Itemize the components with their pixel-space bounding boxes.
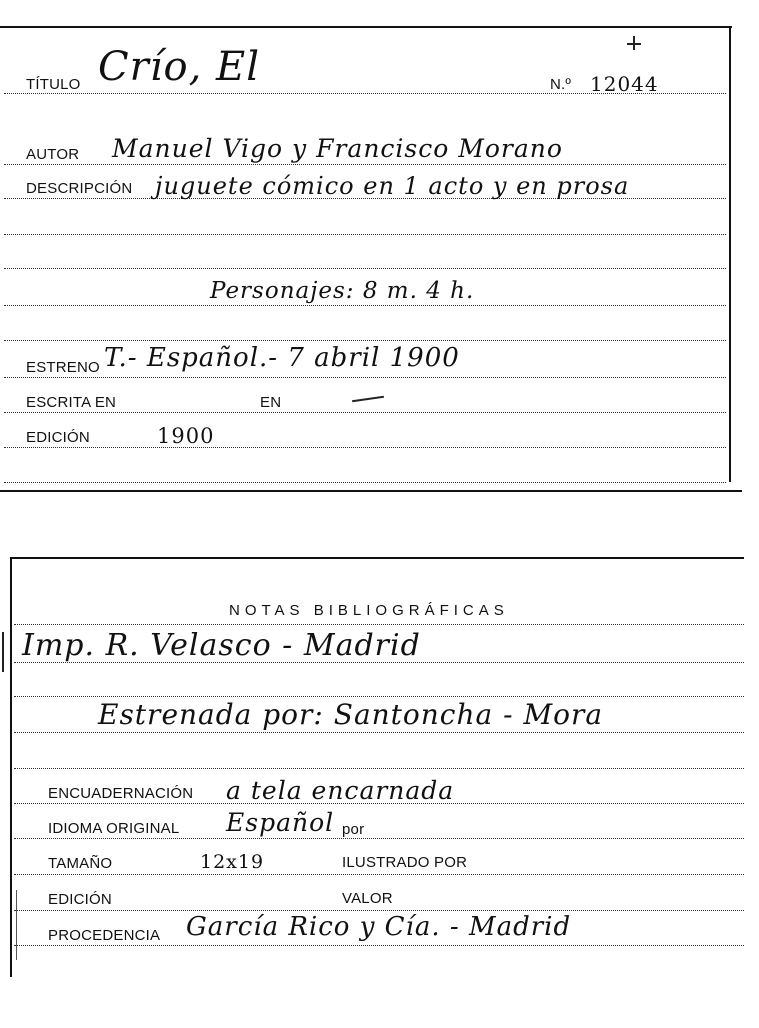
idioma-label: IDIOMA ORIGINAL — [48, 820, 180, 837]
catalog-card-bottom — [0, 540, 759, 1028]
note-line-1: Imp. R. Velasco - Madrid — [22, 628, 421, 663]
left-border — [10, 557, 12, 977]
ruled-line — [4, 340, 726, 341]
estreno-label: ESTRENO — [26, 359, 100, 376]
catalog-card-top — [0, 0, 759, 500]
idioma-value: Español — [226, 808, 335, 837]
ruled-line — [4, 482, 726, 483]
ruled-line — [4, 377, 726, 378]
cross-mark — [633, 36, 635, 50]
tamano-label: TAMAÑO — [48, 855, 113, 872]
tamano-value: 12x19 — [200, 851, 265, 873]
numero-value: 12044 — [590, 72, 659, 96]
left-border-lower — [16, 890, 17, 960]
ruled-line — [4, 234, 726, 235]
top-border — [0, 26, 732, 28]
top-border — [10, 557, 744, 559]
escrita-en-label: ESCRITA EN — [26, 394, 117, 411]
estreno-value: T.- Español.- 7 abril 1900 — [104, 343, 460, 373]
titulo-value: Crío, El — [98, 44, 261, 90]
bracket-mark — [2, 632, 4, 672]
valor-label: VALOR — [342, 890, 393, 907]
titulo-label: TÍTULO — [26, 76, 81, 93]
ruled-line — [14, 696, 744, 697]
pen-stroke — [352, 396, 384, 402]
autor-value: Manuel Vigo y Francisco Morano — [112, 134, 563, 163]
encuadernacion-label: ENCUADERNACIÓN — [48, 785, 194, 802]
ruled-line — [14, 768, 744, 769]
ruled-line — [14, 874, 744, 875]
autor-label: AUTOR — [26, 146, 80, 163]
notas-heading: NOTAS BIBLIOGRÁFICAS — [229, 602, 509, 619]
edicion-label: EDICIÓN — [48, 891, 112, 908]
ruled-line — [14, 945, 744, 946]
right-border — [729, 26, 731, 482]
ruled-line — [4, 268, 726, 269]
ruled-line — [14, 732, 744, 733]
note-line-2: Estrenada por: Santoncha - Mora — [98, 698, 604, 731]
encuadernacion-value: a tela encarnada — [226, 776, 455, 805]
ruled-line — [4, 447, 726, 448]
por-label: por — [342, 821, 365, 838]
en-label: EN — [260, 394, 282, 411]
procedencia-label: PROCEDENCIA — [48, 927, 161, 944]
procedencia-value: García Rico y Cía. - Madrid — [186, 912, 572, 942]
ruled-line — [4, 305, 726, 306]
ruled-line — [14, 838, 744, 839]
numero-label: N.º — [550, 76, 572, 93]
edicion-label: EDICIÓN — [26, 429, 90, 446]
ruled-line — [4, 164, 726, 165]
descripcion-value: juguete cómico en 1 acto y en prosa — [155, 172, 630, 200]
ilustrado-label: ILUSTRADO POR — [342, 854, 468, 871]
edicion-value: 1900 — [157, 424, 215, 448]
ruled-line — [14, 624, 744, 625]
ruled-line — [4, 412, 726, 413]
bottom-border — [0, 490, 742, 492]
ruled-line — [14, 910, 744, 911]
personajes-value: Personajes: 8 m. 4 h. — [210, 278, 475, 304]
descripcion-label: DESCRIPCIÓN — [26, 180, 133, 197]
